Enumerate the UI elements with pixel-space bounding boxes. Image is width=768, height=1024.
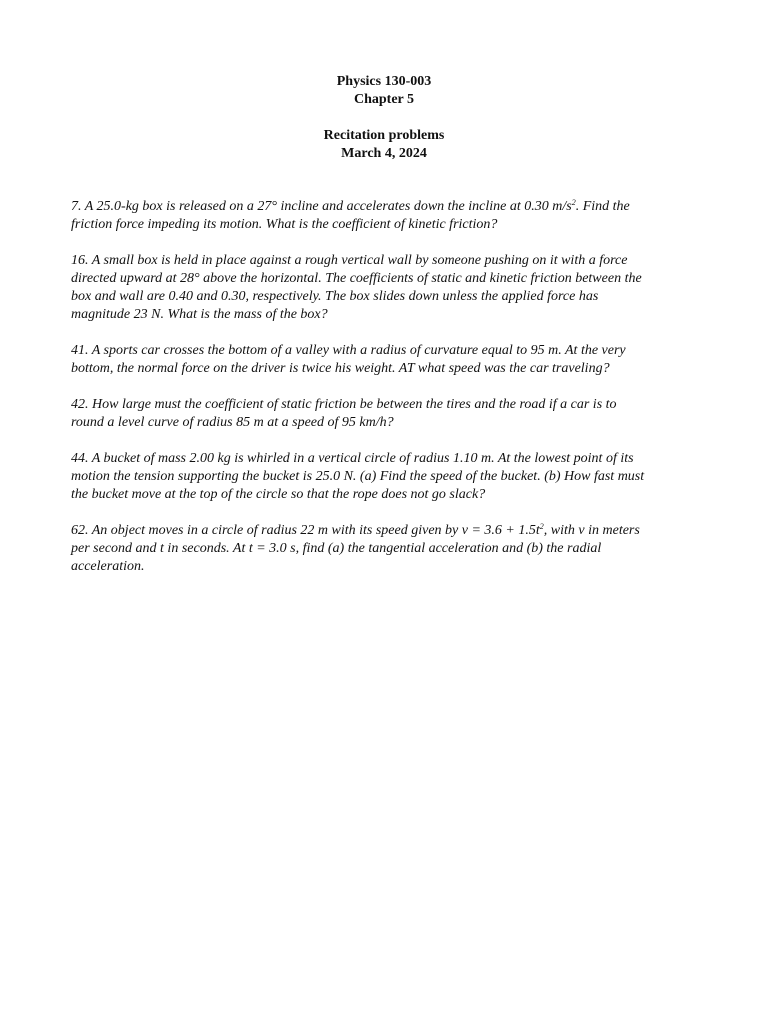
problem-item (71, 198, 711, 234)
problem-item (71, 396, 711, 432)
problem-line (71, 522, 711, 540)
problem-text: round a level curve of radius 85 m at a speed of 95 km/h? (71, 415, 394, 430)
problem-text: , with v in meters (543, 523, 640, 538)
problem-text: . Find the (575, 199, 630, 214)
problem-text: box and wall are 0.40 and 0.30, respectively. The box slides down unless the applied force has (71, 289, 599, 304)
problem-text: 42. How large must the coefficient of static friction be between the tires and the road if a car is to (71, 397, 617, 412)
course-title: Physics 130-003 (336, 74, 432, 89)
problem-text: bottom, the normal force on the driver is twice his weight. AT what speed was the car traveling? (71, 361, 610, 376)
document-header (0, 73, 768, 163)
document-date: March 4, 2024 (341, 146, 427, 161)
problem-text: friction force impeding its motion. What is the coefficient of kinetic friction? (71, 217, 498, 232)
problem-text: motion the tension supporting the bucket is 25.0 N. (a) Find the speed of the bucket. (b) How fast must (71, 469, 645, 484)
document-subtitle: Recitation problems (323, 128, 445, 143)
problem-line (71, 450, 711, 468)
superscript: 2 (571, 198, 576, 207)
problem-line (71, 306, 711, 324)
header-spacer (0, 109, 768, 127)
problem-list (71, 198, 711, 594)
problem-line (71, 360, 711, 378)
problem-line (71, 468, 711, 486)
problem-text: 16. A small box is held in place against a rough vertical wall by someone pushing on it with a force (71, 253, 628, 268)
problem-text: acceleration. (71, 559, 145, 574)
problem-line (71, 252, 711, 270)
problem-item (71, 252, 711, 324)
problem-text: 41. A sports car crosses the bottom of a valley with a radius of curvature equal to 95 m. At the very (71, 343, 626, 358)
problem-item (71, 522, 711, 576)
problem-text: 7. A 25.0-kg box is released on a 27° incline and accelerates down the incline at 0.30 m/s (71, 199, 572, 214)
problem-line (71, 216, 711, 234)
problem-text: per second and t in seconds. At t = 3.0 s, find (a) the tangential acceleration and (b) the radial (71, 541, 602, 556)
chapter-title: Chapter 5 (353, 92, 415, 107)
problem-item (71, 450, 711, 504)
problem-line (71, 342, 711, 360)
problem-line (71, 558, 711, 576)
problem-item (71, 342, 711, 378)
problem-line (71, 288, 711, 306)
problem-line (71, 270, 711, 288)
problem-line (71, 486, 711, 504)
problem-line (71, 540, 711, 558)
problem-line (71, 396, 711, 414)
superscript: 2 (539, 522, 544, 531)
problem-line (71, 198, 711, 216)
problem-text: 62. An object moves in a circle of radius 22 m with its speed given by v = 3.6 + 1.5t (71, 523, 540, 538)
problem-text: the bucket move at the top of the circle so that the rope does not go slack? (71, 487, 486, 502)
problem-text: directed upward at 28° above the horizontal. The coefficients of static and kinetic friction between the (71, 271, 642, 286)
problem-line (71, 414, 711, 432)
problem-text: 44. A bucket of mass 2.00 kg is whirled in a vertical circle of radius 1.10 m. At the lowest point of its (71, 451, 634, 466)
problem-text: magnitude 23 N. What is the mass of the box? (71, 307, 328, 322)
